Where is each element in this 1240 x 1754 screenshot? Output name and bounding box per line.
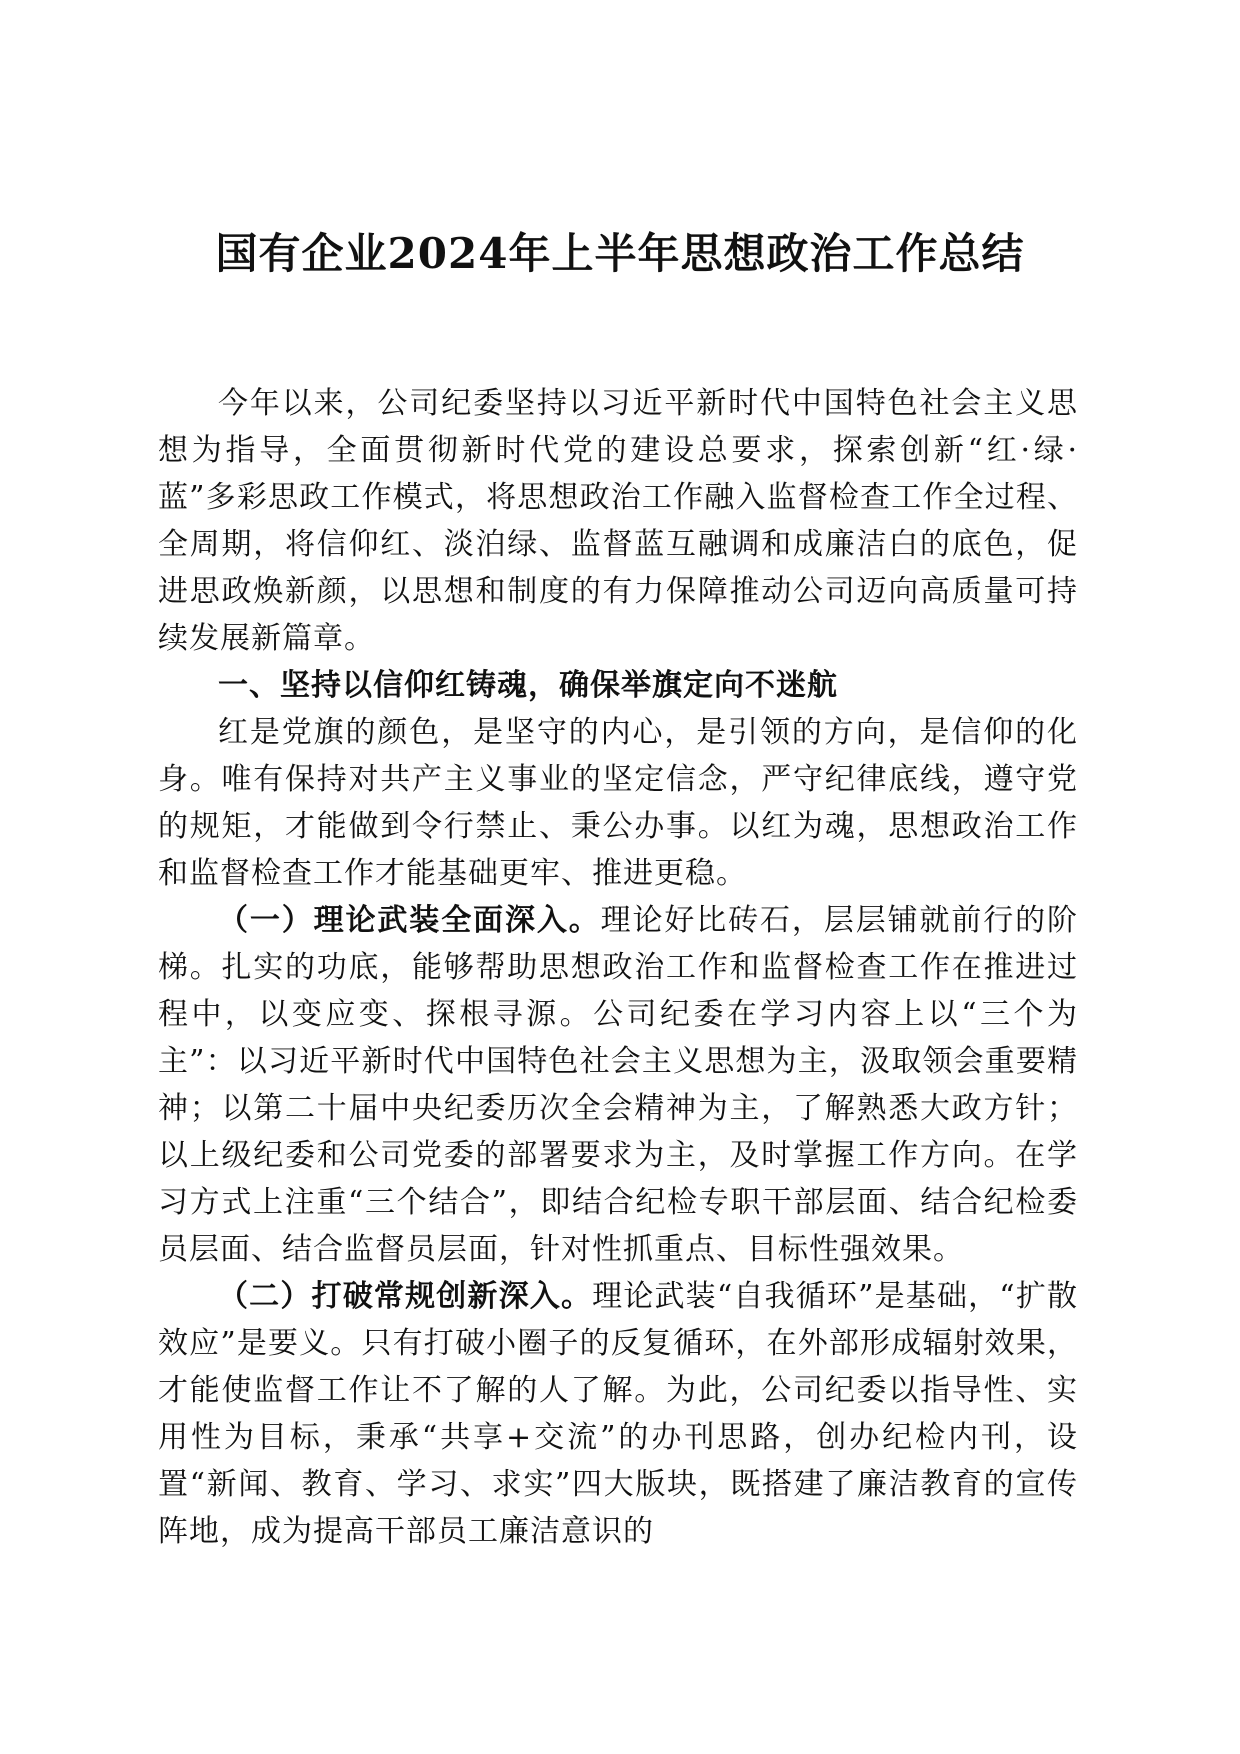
subsection-2-body: 理论武装“自我循环”是基础，“扩散效应”是要义。只有打破小圈子的反复循环，在外部形成辐射效果，才能使监督工作让不了解的人了解。为此，公司纪委以指导性、实用性为目标，秉承“共享+交流”的办刊思路，创办纪检内刊，设置“新闻、教育、学习、求实”四大版块，既搭建了廉洁教育的宣传阵地，成为提高干部员工廉洁意识的 xyxy=(158,1279,1078,1549)
document-body xyxy=(158,380,1078,1555)
section-1-paragraph: 红是党旗的颜色，是坚守的内心，是引领的方向，是信仰的化身。唯有保持对共产主义事业的坚定信念，严守纪律底线，遵守党的规矩，才能做到令行禁止、秉公办事。以红为魂，思想政治工作和监督检查工作才能基础更牢、推进更稳。 xyxy=(158,715,1078,891)
subsection-1-lead: （一）理论武装全面深入。 xyxy=(218,903,601,938)
subsection-2-lead: （二）打破常规创新深入。 xyxy=(218,1279,593,1314)
subsection-1-paragraph xyxy=(158,897,1078,1273)
section-1-heading: 一、坚持以信仰红铸魂，确保举旗定向不迷航 xyxy=(218,668,838,703)
document-title: 国有企业2024年上半年思想政治工作总结 xyxy=(215,229,1025,278)
intro-paragraph: 今年以来，公司纪委坚持以习近平新时代中国特色社会主义思想为指导，全面贯彻新时代党的建设总要求，探索创新“红·绿·蓝”多彩思政工作模式，将思想政治工作融入监督检查工作全过程、全周期，将信仰红、淡泊绿、监督蓝互融调和成廉洁白的底色，促进思政焕新颜，以思想和制度的有力保障推动公司迈向高质量可持续发展新篇章。 xyxy=(158,386,1078,656)
subsection-2-paragraph xyxy=(158,1273,1078,1555)
subsection-1-body: 理论好比砖石，层层铺就前行的阶梯。扎实的功底，能够帮助思想政治工作和监督检查工作在推进过程中，以变应变、探根寻源。公司纪委在学习内容上以“三个为主”：以习近平新时代中国特色社会主义思想为主，汲取领会重要精神；以第二十届中央纪委历次全会精神为主，了解熟悉大政方针；以上级纪委和公司党委的部署要求为主，及时掌握工作方向。在学习方式上注重“三个结合”，即结合纪检专职干部层面、结合纪检委员层面、结合监督员层面，针对性抓重点、目标性强效果。 xyxy=(158,903,1079,1267)
